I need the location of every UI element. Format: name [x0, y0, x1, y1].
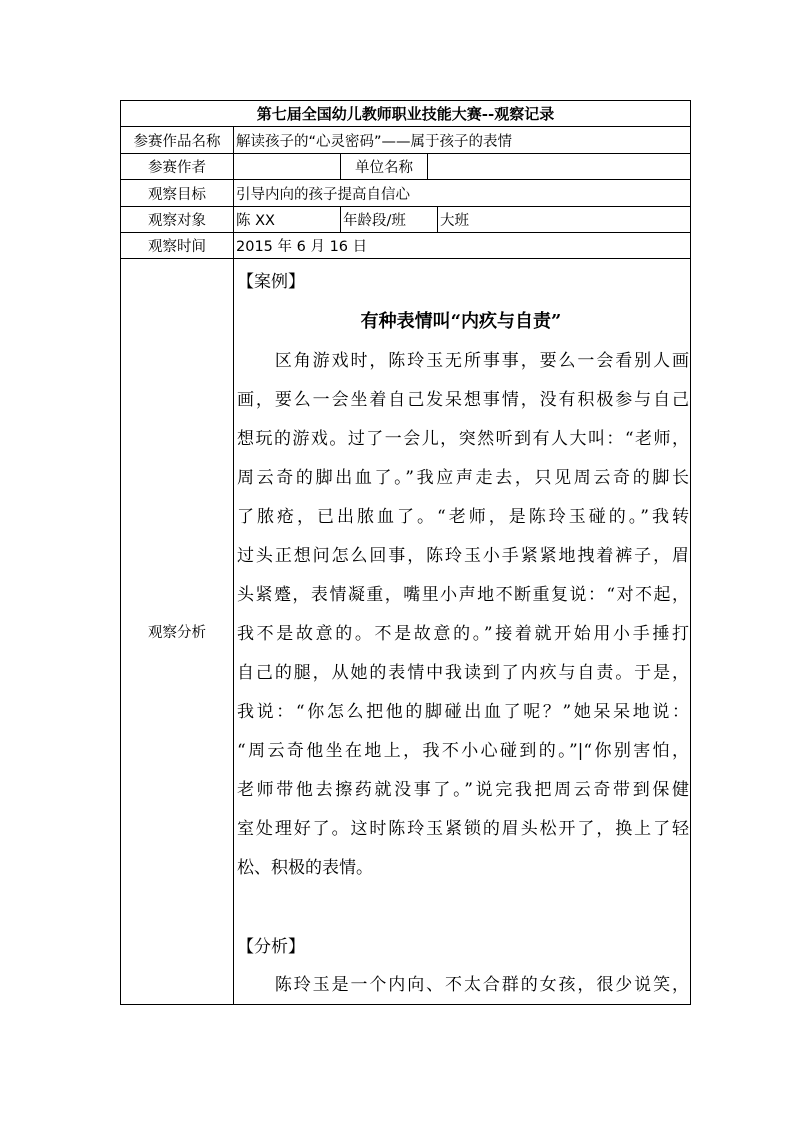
analysis-heading: 【分析】: [237, 937, 305, 957]
paragraph-line: 自己的腿，从她的表情中我读到了内疚与自责。于是，: [237, 663, 689, 683]
work-name-label: 参赛作品名称: [133, 133, 221, 150]
analysis-row: [121, 259, 690, 1004]
paragraph-line: 过头正想问怎么回事，陈玲玉小手紧紧地拽着裤子，眉: [237, 546, 689, 566]
time-label: 观察时间: [148, 239, 206, 255]
title-row: [121, 101, 690, 127]
paragraph-line: 了脓疮，已出脓血了。“老师，是陈玲玉碰的。”我转: [237, 507, 689, 527]
work-name-row: [121, 127, 690, 154]
case-heading: 【案例】: [237, 272, 305, 292]
goal-label: 观察目标: [148, 186, 206, 203]
paragraph-line: 画，要么一会坐着自己发呆想事情，没有积极参与自己: [237, 390, 689, 410]
record-title: 第七届全国幼儿教师职业技能大赛--观察记录: [256, 105, 555, 123]
paragraph-line: 松、积极的表情。: [237, 858, 373, 878]
case-paragraph: [237, 342, 689, 888]
analysis-paragraph: [237, 966, 689, 1005]
time-row: [121, 233, 690, 259]
subject-row: [121, 207, 690, 233]
paragraph-line: 区角游戏时，陈玲玉无所事事，要么一会看别人画: [237, 351, 689, 371]
subject-label: 观察对象: [148, 213, 206, 229]
unit-name-label: 单位名称: [355, 160, 413, 176]
paragraph-line: “周云奇他坐在地上，我不小心碰到的。”|“你别害怕，: [237, 741, 689, 761]
subject-value: 陈 XX: [236, 213, 275, 229]
unit-name-value: [428, 154, 691, 179]
analysis-label: 观察分析: [148, 625, 206, 641]
author-value: [234, 154, 342, 179]
observation-record-table: [120, 100, 691, 1005]
goal-row: [121, 180, 690, 207]
author-row: [121, 154, 690, 180]
paragraph-line: 周云奇的脚出血了。”我应声走去，只见周云奇的脚长: [237, 468, 689, 488]
analysis-content: [233, 259, 689, 1004]
paragraph-line: 想玩的游戏。过了一会儿，突然听到有人大叫：“老师，: [237, 429, 689, 449]
paragraph-line: 老师带他去擦药就没事了。”说完我把周云奇带到保健: [237, 780, 689, 800]
case-title: 有种表情叫“内疚与自责”: [360, 311, 562, 332]
work-name-value: 解读孩子的“心灵密码”——属于孩子的表情: [236, 133, 513, 150]
goal-value: 引导内向的孩子提高自信心: [236, 186, 410, 203]
paragraph-line: 头紧蹙，表情凝重，嘴里小声地不断重复说：“对不起，: [237, 585, 689, 605]
paragraph-line: 陈玲玉是一个内向、不太合群的女孩，很少说笑，: [237, 975, 689, 995]
time-value: 2015 年 6 月 16 日: [236, 239, 368, 255]
paragraph-line: 室处理好了。这时陈玲玉紧锁的眉头松开了，换上了轻: [237, 819, 689, 839]
author-label: 参赛作者: [148, 160, 206, 176]
age-group-value: 大班: [440, 213, 469, 229]
paragraph-line: 我说：“你怎么把他的脚碰出血了呢？”她呆呆地说：: [237, 702, 689, 722]
age-group-label: 年龄段/班: [343, 213, 406, 229]
paragraph-line: 我不是故意的。不是故意的。”接着就开始用小手捶打: [237, 624, 689, 644]
